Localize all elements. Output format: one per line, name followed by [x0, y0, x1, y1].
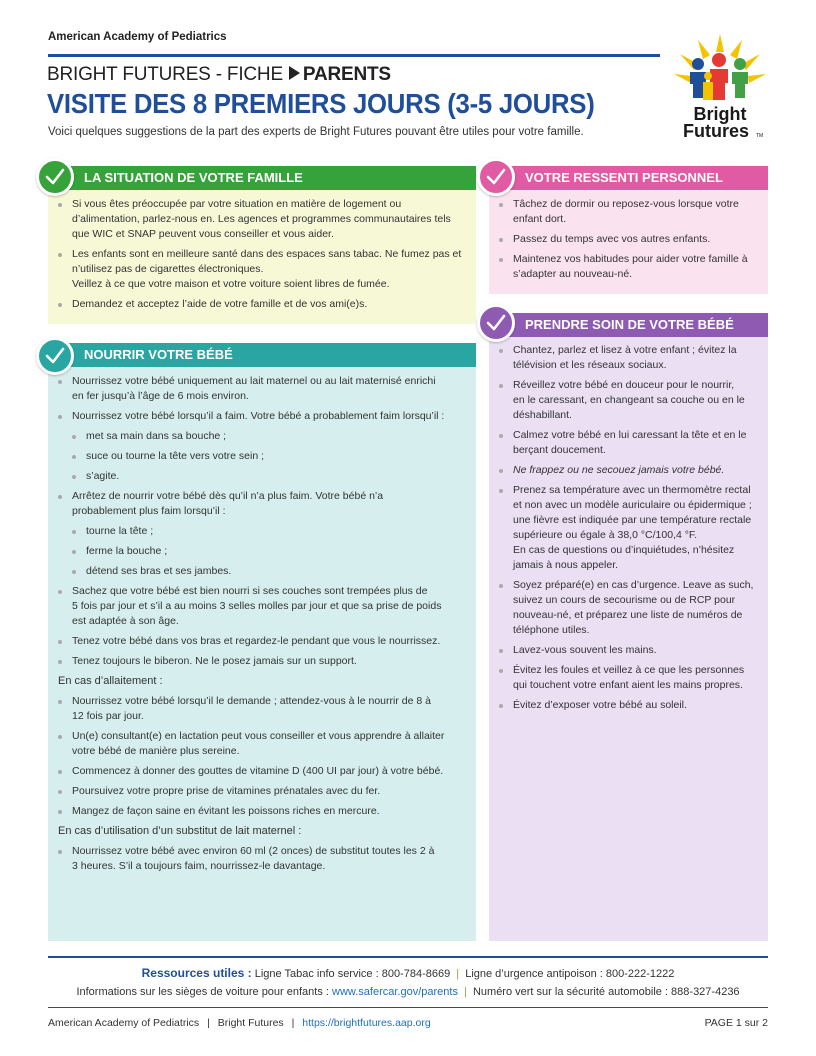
list-item — [499, 643, 763, 658]
list-item-line: Si vous êtes préoccupée par votre situation en matière de logement ou — [72, 198, 402, 210]
list-item-line: Tâchez de dormir ou reposez-vous lorsque votre — [513, 198, 739, 210]
feelings-section-header — [489, 166, 768, 190]
sub-list-item — [58, 544, 468, 559]
car-seat-link[interactable]: www.safercar.gov/parents — [332, 986, 458, 998]
footer-brand: Bright Futures — [217, 1017, 284, 1029]
list-item-line: enfant dort. — [513, 213, 567, 225]
resources-label: Ressources utiles : — [141, 966, 252, 980]
logo-word-futures: Futures — [682, 121, 750, 141]
list-item-line: Chantez, parlez et lisez à votre enfant ; évitez la — [513, 344, 737, 356]
list-item — [499, 698, 763, 713]
subsection-heading — [58, 674, 468, 689]
sub-list-item — [58, 524, 468, 539]
feelings-list — [499, 197, 763, 287]
list-item-line: Un(e) consultant(e) en lactation peut vous conseiller et vous apprendre à allaiter — [72, 730, 445, 742]
feeding-section-header — [48, 343, 476, 367]
list-item-line: En cas d’utilisation d’un substitut de lait maternel : — [58, 825, 302, 837]
page-number: PAGE 1 sur 2 — [704, 1017, 768, 1029]
auto-safety-hotline: Numéro vert sur la sécurité automobile : 888-327-4236 — [472, 986, 740, 998]
list-item — [58, 694, 468, 724]
list-item-line: téléphone utiles. — [513, 624, 590, 636]
list-item-line: met sa main dans sa bouche ; — [86, 430, 227, 442]
list-item-line: Prenez sa température avec un thermomètre rectal — [513, 484, 751, 496]
list-item-line: est adaptée à son âge. — [72, 615, 179, 627]
list-item — [499, 378, 763, 423]
list-item — [58, 729, 468, 759]
list-item-line: télévision et les réseaux sociaux. — [513, 359, 667, 371]
care-list — [499, 343, 763, 718]
logo-word-bright: Bright — [693, 104, 747, 124]
list-item — [58, 764, 468, 779]
sub-list-item — [58, 449, 468, 464]
list-item-line: nouveau-né, et préparez une liste de numéros de — [513, 609, 743, 621]
page-title: VISITE DES 8 PREMIERS JOURS (3-5 JOURS) — [47, 88, 595, 119]
resources-rule — [48, 956, 768, 958]
list-item-line: probablement plus faim lorsqu’il : — [72, 505, 226, 517]
resources-line-1 — [48, 966, 768, 980]
family-section-header — [48, 166, 476, 190]
tabac-hotline: Ligne Tabac info service : 800-784-8669 — [254, 968, 451, 980]
list-item-line: suce ou tourne la tête vers votre sein ; — [86, 450, 265, 462]
list-item-line: Demandez et acceptez l’aide de votre famille et de vos ami(e)s. — [72, 298, 368, 310]
checkmark-icon — [36, 337, 74, 375]
list-item-line: votre bébé de manière plus sereine. — [72, 745, 240, 757]
list-item-line: qui touchent votre enfant aient les mains propres. — [513, 679, 743, 691]
divider: | — [207, 1017, 210, 1029]
list-item — [499, 343, 763, 373]
family-list — [58, 197, 468, 317]
list-item-line: Sachez que votre bébé est bien nourri si ses couches sont trempées plus de — [72, 585, 428, 597]
list-item-line: Soyez préparé(e) en cas d’urgence. Leave as such, — [513, 579, 754, 591]
sub-list-item — [58, 429, 468, 444]
list-item — [58, 374, 468, 404]
list-item-line: Évitez les foules et veillez à ce que les personnes — [513, 664, 745, 676]
feeding-list — [58, 374, 468, 879]
list-item-line: jamais à nous appeler. — [513, 559, 619, 571]
list-item-line: Calmez votre bébé en lui caressant la tête et en le — [513, 429, 747, 441]
list-item-line: Lavez-vous souvent les mains. — [513, 644, 657, 656]
list-item — [58, 409, 468, 424]
care-section-title: PRENDRE SOIN DE VOTRE BÉBÉ — [525, 317, 734, 332]
list-item — [58, 247, 468, 292]
kicker-prefix: BRIGHT FUTURES - FICHE — [47, 64, 283, 85]
list-item-line: Commencez à donner des gouttes de vitamine D (400 UI par jour) à votre bébé. — [72, 765, 444, 777]
list-item-line: en fer jusqu’à l’âge de 6 mois environ. — [72, 390, 249, 402]
sub-list-item — [58, 564, 468, 579]
list-item-line: déshabillant. — [513, 409, 572, 421]
list-item — [499, 663, 763, 693]
list-item-line: Poursuivez votre propre prise de vitamines prénatales avec du fer. — [72, 785, 381, 797]
list-item-line: s’adapter au nouveau-né. — [513, 268, 633, 280]
list-item-line: Passez du temps avec vos autres enfants. — [513, 233, 711, 245]
list-item — [58, 584, 468, 629]
logo-trademark: TM — [756, 133, 764, 139]
list-item-line: tourne la tête ; — [86, 525, 154, 537]
list-item-line: Maintenez vos habitudes pour aider votre famille à — [513, 253, 748, 265]
list-item-line: ferme la bouche ; — [86, 545, 168, 557]
list-item — [499, 483, 763, 573]
feeding-section-title: NOURRIR VOTRE BÉBÉ — [84, 347, 233, 362]
feelings-section-title: VOTRE RESSENTI PERSONNEL — [525, 170, 723, 185]
family-figures-icon — [690, 53, 748, 100]
organization-name: American Academy of Pediatrics — [48, 31, 227, 43]
list-item-line: Nourrissez votre bébé lorsqu’il a faim. Votre bébé a probablement faim lorsqu’il : — [72, 410, 445, 422]
list-item-line: Tenez toujours le biberon. Ne le posez jamais sur un support. — [72, 655, 357, 667]
list-item-line: En cas d’allaitement : — [58, 675, 163, 687]
kicker-audience: PARENTS — [302, 64, 391, 85]
list-item-line: s’agite. — [86, 470, 120, 482]
checkmark-icon — [36, 158, 74, 196]
bright-futures-logo — [668, 30, 772, 142]
list-item — [58, 297, 468, 312]
poison-hotline: Ligne d’urgence antipoison : 800-222-1222 — [465, 968, 675, 980]
list-item — [499, 232, 763, 247]
list-item-line: Les enfants sont en meilleure santé dans des espaces sans tabac. Ne fumez pas et — [72, 248, 462, 260]
list-item — [58, 784, 468, 799]
list-item-line: en le caressant, en changeant sa couche ou en le — [513, 394, 745, 406]
intro-text: Voici quelques suggestions de la part des experts de Bright Futures pouvant être utiles pour votre famille. — [48, 126, 584, 138]
car-seat-info-text: Informations sur les sièges de voiture pour enfants : — [76, 986, 329, 998]
list-item-line: Arrêtez de nourrir votre bébé dès qu’il n’a plus faim. Votre bébé n’a — [72, 490, 384, 502]
list-item-line: Mangez de façon saine en évitant les poissons riches en mercure. — [72, 805, 380, 817]
list-item-line: Réveillez votre bébé en douceur pour le nourrir, — [513, 379, 735, 391]
list-item-line: Nourrissez votre bébé avec environ 60 ml (2 onces) de substitut toutes les 2 à — [72, 845, 435, 857]
list-item-line: Nourrissez votre bébé lorsqu’il le demande ; attendez-vous à le nourrir de 8 à — [72, 695, 431, 707]
list-item — [58, 654, 468, 669]
divider: | — [456, 968, 460, 980]
list-item — [499, 197, 763, 227]
list-item — [499, 463, 763, 478]
sub-list-item — [58, 469, 468, 484]
care-section-header — [489, 313, 768, 337]
list-item — [499, 252, 763, 282]
list-item-line: 5 fois par jour et s’il a au moins 3 selles molles par jour et que sa prise de poids — [72, 600, 442, 612]
footer-org: American Academy of Pediatrics — [48, 1017, 200, 1029]
list-item-line: 3 heures. S’il a toujours faim, nourrissez-le davantage. — [72, 860, 326, 872]
footer-rule — [48, 1007, 768, 1008]
family-section-title: LA SITUATION DE VOTRE FAMILLE — [84, 170, 303, 185]
divider: | — [291, 1017, 295, 1029]
list-item-line: une fièvre est indiquée par une température rectale — [513, 514, 752, 526]
list-item-line: En cas de questions ou d’inquiétudes, n’hésitez — [513, 544, 735, 556]
footer-url-link[interactable]: https://brightfutures.aap.org — [302, 1017, 431, 1029]
list-item — [499, 578, 763, 638]
resources-line-2 — [48, 986, 768, 998]
document-kicker — [47, 64, 391, 86]
list-item — [58, 634, 468, 649]
list-item-line: n’utilisez pas de cigarettes électroniques. — [72, 263, 264, 275]
list-item-line: berçant doucement. — [513, 444, 606, 456]
list-item — [58, 489, 468, 519]
list-item — [499, 428, 763, 458]
subsection-heading — [58, 824, 468, 839]
list-item-line: Évitez d’exposer votre bébé au soleil. — [513, 699, 687, 711]
list-item-line: 12 fois par jour. — [72, 710, 144, 722]
list-item-line: Tenez votre bébé dans vos bras et regardez-le pendant que vous le nourrissez. — [72, 635, 441, 647]
divider: | — [464, 986, 467, 998]
list-item — [58, 844, 468, 874]
header-rule — [48, 54, 660, 57]
triangle-icon — [289, 66, 300, 80]
list-item-line: d’alimentation, parlez-nous en. Les agences et programmes communautaires tels — [72, 213, 451, 225]
list-item-line: Nourrissez votre bébé uniquement au lait maternel ou au lait maternisé enrichi — [72, 375, 436, 387]
checkmark-icon — [477, 158, 515, 196]
checkmark-icon — [477, 304, 515, 342]
page-footer — [48, 1017, 431, 1029]
list-item — [58, 197, 468, 242]
list-item — [58, 804, 468, 819]
list-item-line: que WIC et SNAP peuvent vous conseiller et vous aider. — [72, 228, 334, 240]
list-item-line: Ne frappez ou ne secouez jamais votre bébé. — [513, 464, 725, 476]
list-item-line: et non avec un modèle auriculaire ou épidermique ; — [513, 499, 752, 511]
list-item-line: suivez un cours de secourisme ou de RCP pour — [513, 594, 736, 606]
list-item-line: Veillez à ce que votre maison et votre voiture soient libres de fumée. — [72, 278, 390, 290]
list-item-line: détend ses bras et ses jambes. — [86, 565, 232, 577]
list-item-line: supérieure ou égale à 38,0 °C/100,4 °F. — [513, 529, 698, 541]
